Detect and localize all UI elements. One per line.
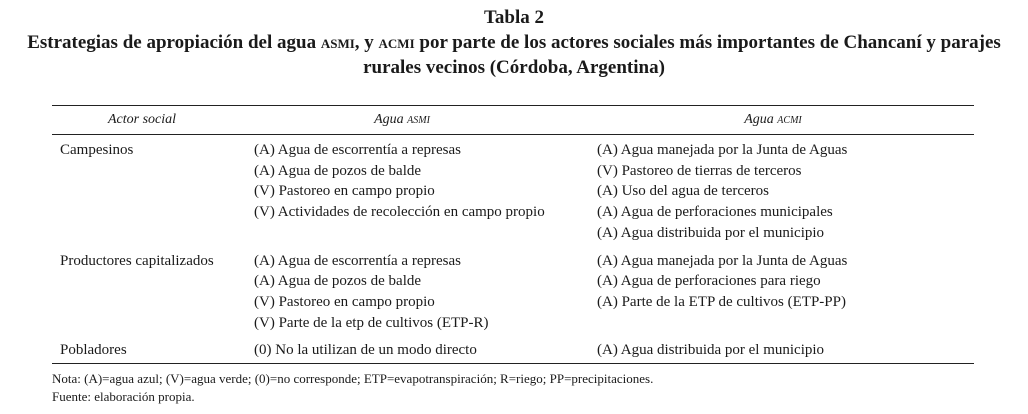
table-header-row	[52, 106, 974, 134]
table-bottom-rule	[52, 363, 974, 364]
acmi-cell	[597, 140, 974, 244]
acmi-cell	[597, 251, 974, 334]
acmi-item: (A) Agua manejada por la Junta de Aguas	[597, 252, 848, 269]
table-label: Tabla 2	[483, 7, 545, 28]
title-acmi: acmi	[378, 32, 415, 53]
acmi-item: (V) Pastoreo de tierras de terceros	[597, 162, 802, 179]
title-asmi: asmi	[320, 32, 355, 53]
asmi-item: (V) Actividades de recolección en campo propio	[254, 204, 545, 221]
table-row-pobladores	[52, 340, 974, 361]
table-body	[52, 135, 974, 363]
header-asmi-label: asmi	[407, 112, 430, 127]
header-acmi-prefix: Agua	[744, 112, 778, 127]
title-part-b: , y	[354, 32, 379, 53]
asmi-item: (A) Agua de pozos de balde	[254, 273, 422, 290]
table-title-line-2: rurales vecinos (Córdoba, Argentina)	[363, 57, 665, 78]
asmi-item: (V) Pastoreo en campo propio	[254, 183, 435, 200]
acmi-item: (A) Agua manejada por la Junta de Aguas	[597, 142, 848, 158]
asmi-item: (A) Agua de escorrentía a represas	[254, 142, 461, 158]
header-asmi-prefix: Agua	[374, 112, 408, 127]
asmi-cell	[254, 251, 597, 334]
note-line: Nota: (A)=agua azul; (V)=agua verde; (0)=no corresponde; ETP=evapotranspiración; R=riego; PP=precipitaciones.	[52, 371, 654, 386]
table-title-line-1	[0, 30, 1028, 55]
table-row-campesinos	[52, 140, 974, 244]
strategies-table	[52, 105, 974, 364]
asmi-item: (A) Agua de escorrentía a represas	[254, 252, 461, 269]
asmi-item: (A) Agua de pozos de balde	[254, 162, 422, 179]
title-part-a: Estrategias de apropiación del agua	[27, 32, 321, 53]
table-caption	[0, 0, 1028, 80]
table-notes	[52, 370, 653, 405]
acmi-item: (A) Agua distribuida por el municipio	[597, 342, 825, 359]
header-acmi-label: acmi	[777, 112, 802, 127]
acmi-item: (A) Uso del agua de terceros	[597, 183, 770, 200]
title-part-c: por parte de los actores sociales más importantes de Chancaní y parajes	[414, 32, 1001, 53]
acmi-item: (A) Parte de la ETP de cultivos (ETP-PP)	[597, 293, 846, 310]
actor-cell: Pobladores	[60, 342, 127, 359]
actor-cell: Campesinos	[60, 142, 134, 158]
actor-cell: Productores capitalizados	[60, 252, 214, 269]
acmi-cell	[597, 340, 974, 361]
acmi-item: (A) Agua distribuida por el municipio	[597, 224, 825, 241]
header-agua-asmi	[232, 112, 572, 128]
table-row-productores-capitalizados	[52, 251, 974, 334]
header-agua-acmi	[572, 112, 974, 128]
asmi-item: (V) Parte de la etp de cultivos (ETP-R)	[254, 314, 489, 331]
acmi-item: (A) Agua de perforaciones para riego	[597, 273, 821, 290]
asmi-item: (V) Pastoreo en campo propio	[254, 293, 435, 310]
source-line: Fuente: elaboración propia.	[52, 388, 195, 404]
acmi-item: (A) Agua de perforaciones municipales	[597, 204, 833, 221]
asmi-cell	[254, 340, 597, 361]
asmi-item: (0) No la utilizan de un modo directo	[254, 342, 477, 359]
asmi-cell	[254, 140, 597, 244]
header-actor-social: Actor social	[107, 112, 177, 127]
